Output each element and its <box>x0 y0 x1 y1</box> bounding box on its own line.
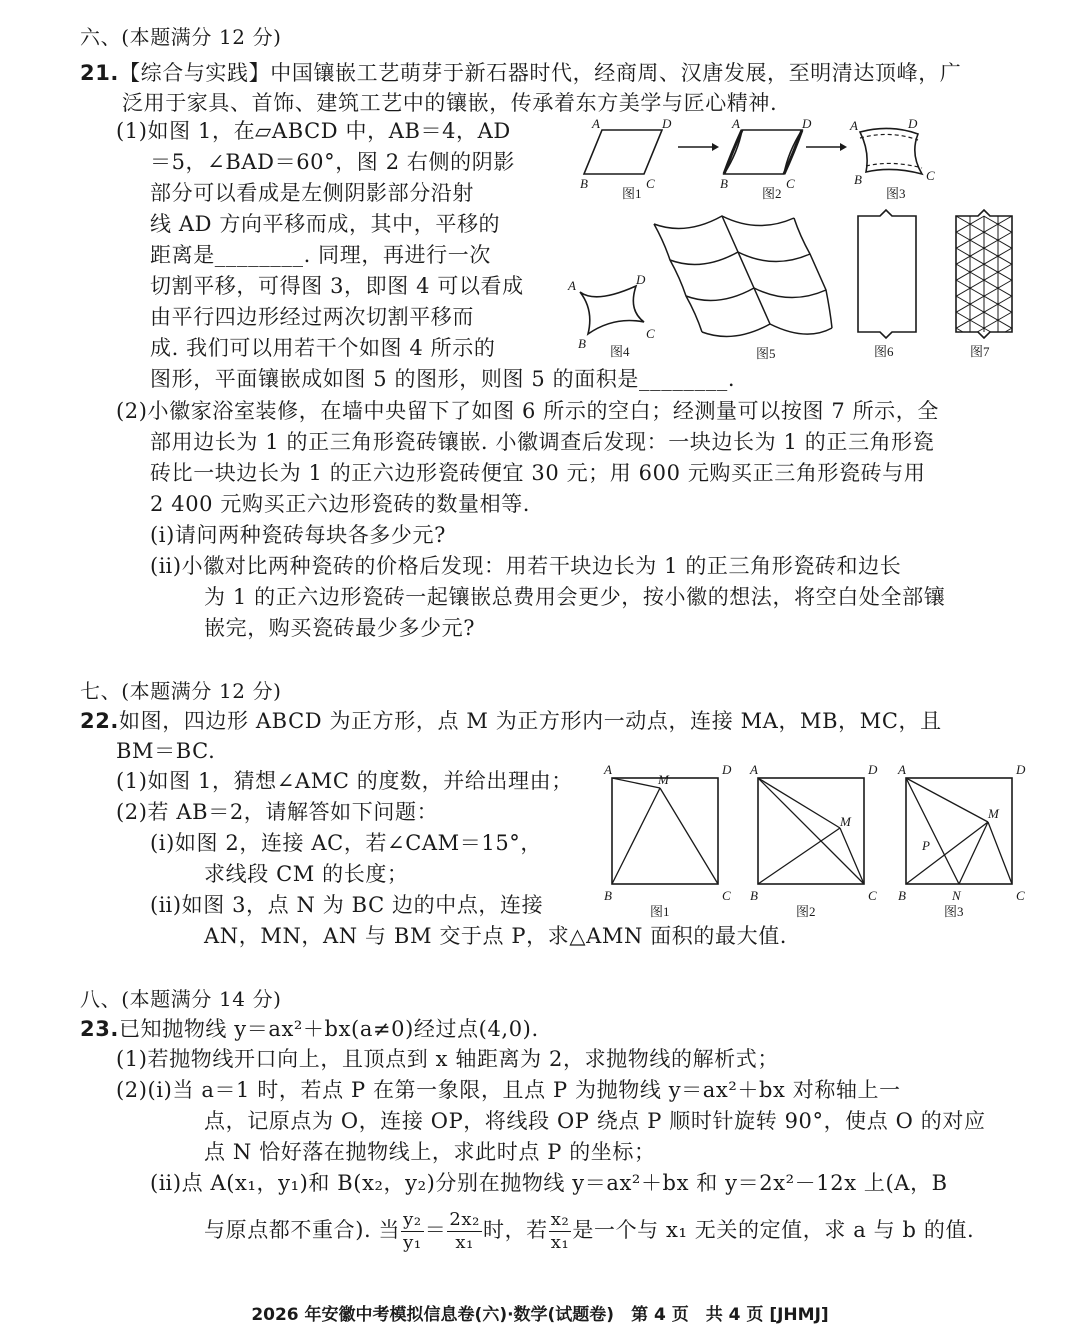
q22-figure-2 <box>748 760 888 920</box>
frac2-den: x₁ <box>455 1232 474 1253</box>
q23-last-eq: ＝ <box>424 1218 447 1242</box>
frac1-den: y₁ <box>403 1232 422 1253</box>
q21-figure-1 <box>578 112 688 202</box>
q22-fig2-label-m: M <box>840 814 851 829</box>
q22-fig3-an <box>906 778 959 884</box>
q22-fig2-label-a: A <box>750 762 758 777</box>
fig6-caption: 图6 <box>874 344 894 359</box>
q21-p2-sub-ii-line3: 嵌完，购买瓷砖最少多少元? <box>204 616 476 640</box>
q22-fig2-mb <box>758 828 840 884</box>
q21-p2-line4: 2 400 元购买正六边形瓷砖的数量相等. <box>150 492 531 516</box>
fig3-bottom-dash <box>866 163 922 168</box>
fig7-caption: 图7 <box>970 344 990 359</box>
fraction-y2-over-y1 <box>401 1209 424 1254</box>
fig5-col-line-3 <box>794 218 832 328</box>
q22-figure-1 <box>600 760 740 920</box>
q22-intro-line2: BM＝BC. <box>116 739 216 763</box>
q21-fig5-svg <box>650 212 840 362</box>
fig2-label-a: A <box>732 116 740 131</box>
q21-intro-line1 <box>80 58 961 88</box>
q21-p1-line9: 图形，平面镶嵌成如图 5 的图形，则图 5 的面积是________. <box>150 367 736 391</box>
q22-fig1-svg <box>600 760 740 920</box>
q23-intro-line <box>80 1014 539 1044</box>
q21-p2-sub-ii-line2: 为 1 的正六边形瓷砖一起镶嵌总费用会更少，按小徽的想法，将空白处全部镶 <box>204 585 946 609</box>
fig2-right-shade <box>784 130 802 174</box>
q22-fig3-label-a: A <box>898 762 906 777</box>
fraction-2x2-over-x1 <box>447 1209 482 1254</box>
q21-p1-line3: 部分可以看成是左侧阴影部分沿射 <box>150 181 474 205</box>
q23-intro-text: 已知抛物线 y＝ax²＋bx(a≠0)经过点(4,0). <box>119 1017 539 1041</box>
q22-figure-3 <box>896 760 1036 920</box>
q21-figure-6 <box>852 208 928 358</box>
q21-fig7-svg <box>950 208 1020 358</box>
fraction-x2-over-x1 <box>549 1209 572 1254</box>
q21-p1-line1: (1)如图 1，在▱ABCD 中，AB＝4，AD <box>116 119 511 143</box>
fig2-label-b: B <box>720 176 728 191</box>
q23-number: 23. <box>80 1017 120 1041</box>
q22-fig2-ac <box>758 778 864 884</box>
q22-fig3-square <box>906 778 1012 884</box>
fig3-label-b: B <box>854 172 862 187</box>
q23-line-4: 点 N 恰好落在抛物线上，求此时点 P 的坐标； <box>204 1140 656 1164</box>
frac1-num: y₂ <box>403 1209 422 1230</box>
frac3-den: x₁ <box>550 1232 570 1253</box>
fig3-shape <box>860 128 922 174</box>
fig1-to-fig2-arrow <box>676 140 720 154</box>
q21-p1-line4: 线 AD 方向平移而成，其中，平移的 <box>150 212 501 236</box>
q21-p2-sub-ii-line1: (ⅱ)小徽对比两种瓷砖的价格后发现：用若干块边长为 1 的正三角形瓷砖和边长 <box>150 554 902 578</box>
q22-fig3-label-p: P <box>922 838 930 853</box>
frac3-num: x₂ <box>550 1209 570 1230</box>
q22-fig2-label-c: C <box>868 888 877 903</box>
q21-intro-line2: 泛用于家具、首饰、建筑工艺中的镶嵌，传承着东方美学与匠心精神. <box>122 91 778 115</box>
section-6-header: 六、(本题满分 12 分) <box>80 25 282 49</box>
fig2-shape <box>724 130 802 174</box>
q23-line-3: 点，记原点为 O，连接 OP，将线段 OP 绕点 P 顺时针旋转 90°，使点 O 的对应 <box>204 1109 986 1133</box>
q21-figure-5 <box>650 212 840 362</box>
q21-p2-line1: (2)小徽家浴室装修，在墙中央留下了如图 6 所示的空白；经测量可以按图 7 所示，全 <box>116 399 939 423</box>
q22-fig1-label-a: A <box>604 762 612 777</box>
fig4-label-d: D <box>636 272 646 287</box>
q21-p1-line5: 距离是________. 同理，再进行一次 <box>150 243 491 267</box>
fig1-label-b: B <box>580 176 588 191</box>
q22-line-4: 求线段 CM 的长度； <box>204 862 409 886</box>
section-7-header: 七、(本题满分 12 分) <box>80 679 282 703</box>
q22-fig3-label-n: N <box>952 888 961 903</box>
q22-fig1-ma <box>612 778 660 788</box>
q22-fig1-label-m: M <box>658 772 669 787</box>
q21-fig3-svg <box>846 112 956 202</box>
q22-intro-text1: 如图，四边形 ABCD 为正方形，点 M 为正方形内一动点，连接 MA，MB，MC，且 <box>119 709 942 733</box>
q22-fig3-mb <box>906 822 988 884</box>
q22-line-3: (ⅰ)如图 2，连接 AC，若∠CAM＝15°， <box>150 831 542 855</box>
q21-figure-2 <box>718 112 828 202</box>
q21-fig1-svg <box>578 112 688 202</box>
frac2-num: 2x₂ <box>449 1209 480 1230</box>
fig4-label-a: A <box>568 278 576 293</box>
q22-fig3-label-c: C <box>1016 888 1025 903</box>
q23-line-2: (2)(ⅰ)当 a＝1 时，若点 P 在第一象限，且点 P 为抛物线 y＝ax²＋bx 对称轴上一 <box>116 1078 901 1102</box>
q22-line-1: (1)如图 1，猜想∠AMC 的度数，并给出理由； <box>116 769 573 793</box>
q21-fig6-svg <box>852 208 928 358</box>
q21-figure-7 <box>950 208 1020 358</box>
section-8-header: 八、(本题满分 14 分) <box>80 987 282 1011</box>
q21-p1-line2: ＝5，∠BAD＝60°，图 2 右侧的阴影 <box>150 150 515 174</box>
fig3-label-a: A <box>850 118 858 133</box>
fig1-label-a: A <box>592 116 600 131</box>
q23-last-pre: 与原点都不重合). 当 <box>204 1218 401 1242</box>
q22-fig1-label-d: D <box>722 762 732 777</box>
q22-line-6: AN，MN，AN 与 BM 交于点 P，求△AMN 面积的最大值. <box>204 924 788 948</box>
q21-p2-line2: 部用边长为 1 的正三角形瓷砖镶嵌. 小徽调查后发现：一块边长为 1 的正三角形瓷 <box>150 430 935 454</box>
fig1-caption: 图1 <box>622 186 642 201</box>
q22-fig3-caption: 图3 <box>944 904 964 919</box>
fig2-caption: 图2 <box>762 186 782 201</box>
q21-fig2-svg <box>718 112 828 202</box>
q21-p2-sub-i: (ⅰ)请问两种瓷砖每块各多少元? <box>150 523 446 547</box>
q21-p1-line7: 由平行四边形经过两次切割平移而 <box>150 305 474 329</box>
fig2-left-shade <box>724 130 742 174</box>
q22-fig3-label-d: D <box>1016 762 1026 777</box>
q22-intro-line1 <box>80 706 942 736</box>
q23-line-6 <box>204 1206 974 1254</box>
fig1-parallelogram <box>584 130 662 174</box>
fig2-to-fig3-arrow <box>804 140 848 154</box>
q21-number: 21. <box>80 61 120 85</box>
fig3-top-dash <box>860 134 918 140</box>
q22-fig3-ma <box>906 778 988 822</box>
q22-fig3-label-m: M <box>988 806 999 821</box>
fig7-diag-a-6 <box>956 312 991 332</box>
fig7-diag-b-6 <box>977 312 1012 332</box>
fig6-blank-area <box>858 210 916 338</box>
fig4-label-b: B <box>578 336 586 351</box>
q22-fig2-label-b: B <box>750 888 758 903</box>
q21-p1-line6: 切割平移，可得图 3，即图 4 可以看成 <box>150 274 524 298</box>
fig1-label-d: D <box>662 116 672 131</box>
q22-fig2-ma <box>758 778 840 828</box>
q22-fig2-label-d: D <box>868 762 878 777</box>
fig2-label-c: C <box>786 176 795 191</box>
fig3-caption: 图3 <box>886 186 906 201</box>
fig5-row-line-4 <box>702 324 832 337</box>
q22-fig1-square <box>612 778 718 884</box>
q22-fig3-svg <box>896 760 1036 920</box>
q21-figure-3 <box>846 112 956 202</box>
q22-fig2-svg <box>748 760 888 920</box>
q22-fig2-mc <box>840 828 864 884</box>
q22-fig1-label-b: B <box>604 888 612 903</box>
q22-fig1-mc <box>660 788 718 884</box>
fig1-label-c: C <box>646 176 655 191</box>
fig2-label-d: D <box>802 116 812 131</box>
fig4-label-c: C <box>646 326 655 341</box>
fig4-caption: 图4 <box>610 344 630 359</box>
q22-fig1-mb <box>612 788 660 884</box>
fig4-shape <box>580 286 644 334</box>
q21-intro-text1: 【综合与实践】中国镶嵌工艺萌芽于新石器时代，经商周、汉唐发展，至明清达顶峰，广 <box>119 61 962 85</box>
q22-line-2: (2)若 AB＝2，请解答如下问题： <box>116 800 439 824</box>
q22-fig3-mc <box>988 822 1012 884</box>
q23-line-1: (1)若抛物线开口向上，且顶点到 x 轴距离为 2，求抛物线的解析式； <box>116 1047 779 1071</box>
fig5-col-line-1 <box>654 224 702 332</box>
q22-number: 22. <box>80 709 120 733</box>
q22-line-5: (ⅱ)如图 3，点 N 为 BC 边的中点，连接 <box>150 893 544 917</box>
fig5-caption: 图5 <box>756 346 776 361</box>
q23-last-post: 是一个与 x₁ 无关的定值，求 a 与 b 的值. <box>572 1218 975 1242</box>
fig3-label-d: D <box>908 116 918 131</box>
fig5-col-line-2 <box>722 216 770 324</box>
q22-fig1-caption: 图1 <box>650 904 670 919</box>
q22-fig2-caption: 图2 <box>796 904 816 919</box>
q22-fig3-mn <box>959 822 988 884</box>
q23-last-mid: 时，若 <box>482 1218 548 1242</box>
q21-p1-line8: 成. 我们可以用若干个如图 4 所示的 <box>150 336 496 360</box>
q23-line-5: (ⅱ)点 A(x₁，y₁)和 B(x₂，y₂)分别在抛物线 y＝ax²＋bx 和 y＝2x²－12x 上(A，B <box>150 1171 948 1195</box>
q22-fig3-label-b: B <box>898 888 906 903</box>
page-footer: 2026 年安徽中考模拟信息卷(六)·数学(试题卷) 第 4 页 共 4 页 [JHMJ] <box>251 1305 829 1325</box>
q22-fig1-label-c: C <box>722 888 731 903</box>
q21-p2-line3: 砖比一块边长为 1 的正六边形瓷砖便宜 30 元；用 600 元购买正三角形瓷砖与用 <box>150 461 926 485</box>
fig3-label-c: C <box>926 168 935 183</box>
